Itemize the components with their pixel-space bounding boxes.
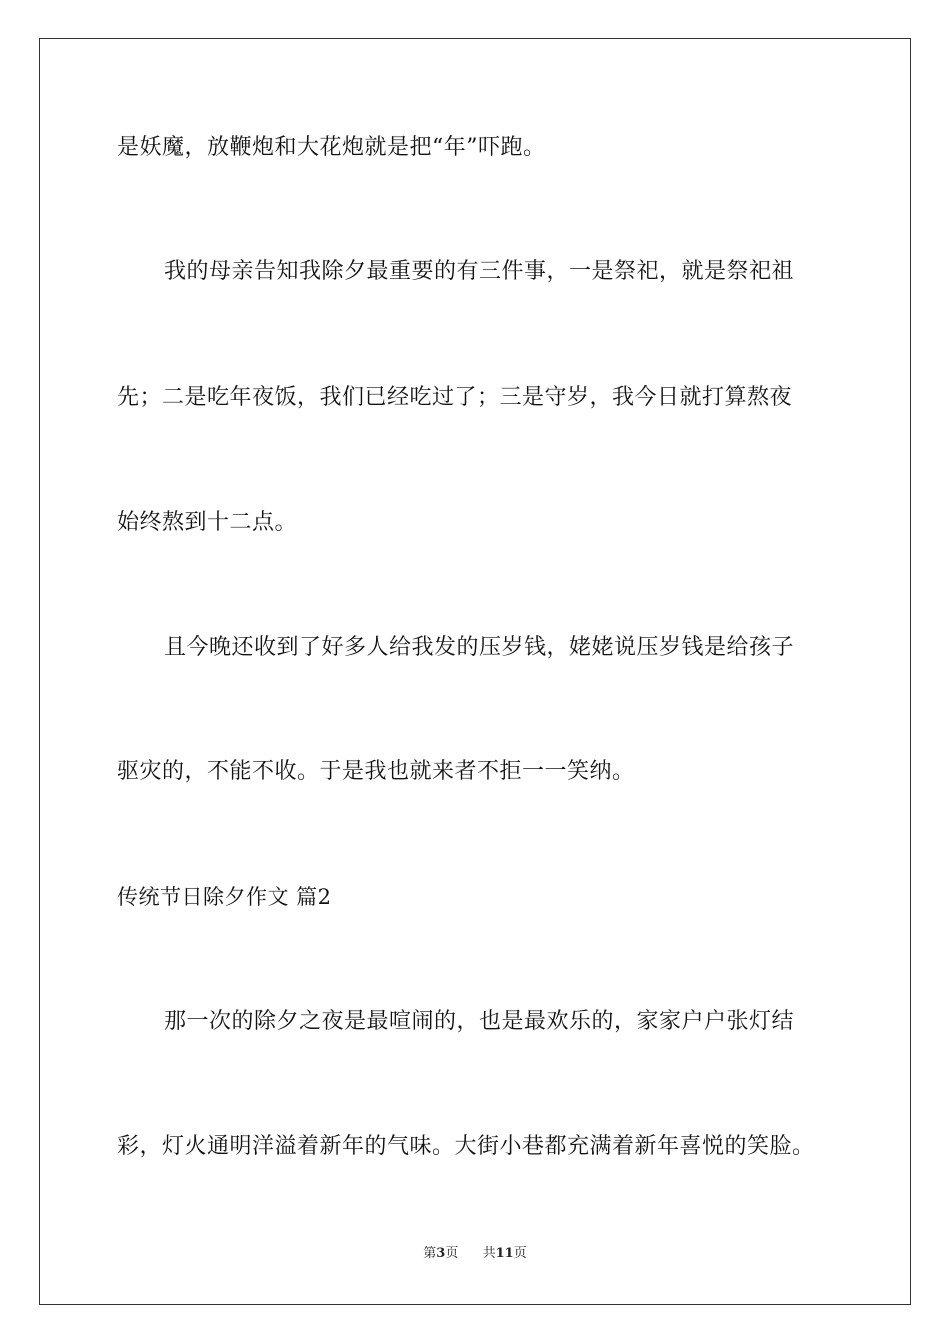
body-line-4: 始终熬到十二点。 xyxy=(117,510,298,535)
page-footer xyxy=(0,1245,950,1263)
section-heading: 传统节日除夕作文 篇2 xyxy=(117,885,332,909)
page-border xyxy=(39,38,911,1305)
current-page-number: 3 xyxy=(436,1246,446,1261)
body-line-8: 彩，灯火通明洋溢着新年的气味。大街小巷都充满着新年喜悦的笑脸。 xyxy=(117,1134,815,1159)
body-line-5: 且今晚还收到了好多人给我发的压岁钱，姥姥说压岁钱是给孩子 xyxy=(164,635,795,660)
page-indicator: 第3页 xyxy=(423,1246,459,1261)
total-pages-indicator: 共11页 xyxy=(482,1246,527,1261)
body-line-6: 驱灾的，不能不收。于是我也就来者不拒一一笑纳。 xyxy=(117,759,635,784)
body-line-1: 是妖魔，放鞭炮和大花炮就是把“年”吓跑。 xyxy=(117,135,546,160)
body-line-7: 那一次的除夕之夜是最喧闹的，也是最欢乐的，家家户户张灯结 xyxy=(164,1009,795,1034)
body-line-3: 先；二是吃年夜饭，我们已经吃过了；三是守岁，我今日就打算熬夜 xyxy=(117,385,793,410)
total-pages-number: 11 xyxy=(495,1246,514,1261)
body-line-2: 我的母亲告知我除夕最重要的有三件事，一是祭祀，就是祭祀祖 xyxy=(164,259,795,284)
